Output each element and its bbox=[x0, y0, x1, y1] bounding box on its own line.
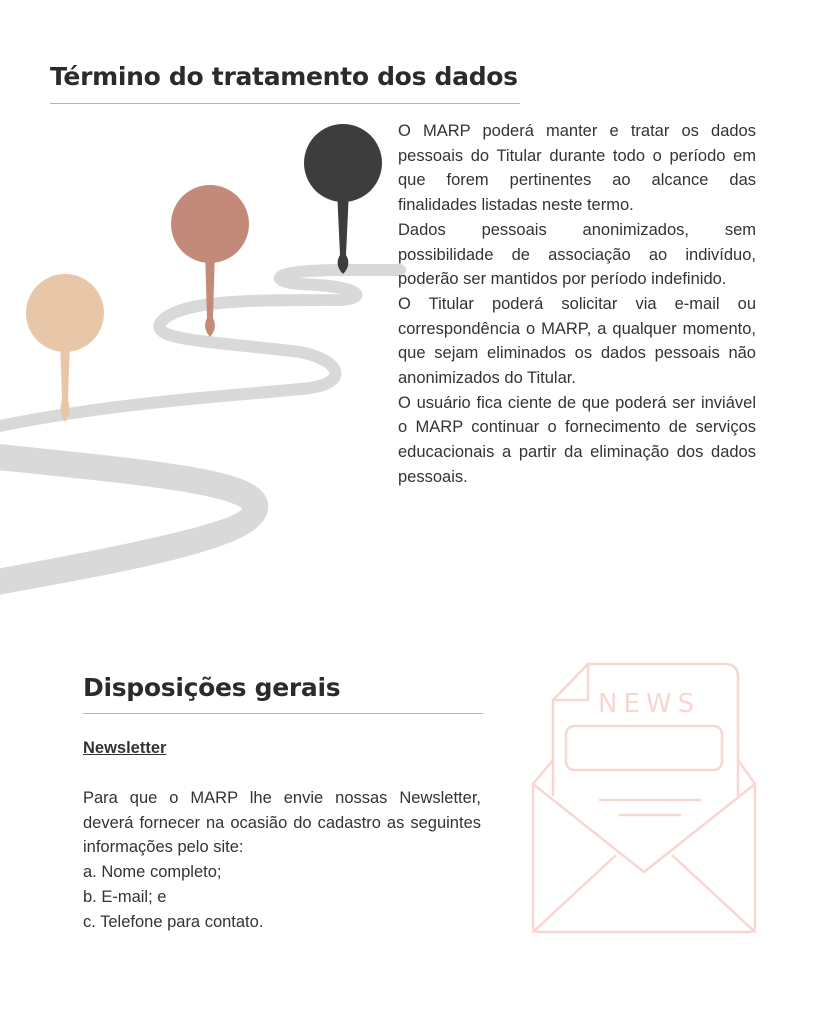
winding-road-lower bbox=[0, 455, 255, 585]
news-icon-label: NEWS bbox=[598, 689, 701, 719]
section-title-disposicoes: Disposições gerais bbox=[83, 673, 341, 702]
paragraph-2: Dados pessoais anonimizados, sem possibilidade de associação ao indivíduo, poderão ser mantidos por período indefinido. bbox=[398, 220, 756, 289]
title-divider bbox=[83, 713, 483, 714]
newsletter-paragraph: Para que o MARP lhe envie nossas Newsletter, deverá fornecer na ocasião do cadastro as seguintes informações pelo site: bbox=[83, 789, 481, 857]
paragraph-1: O MARP poderá manter e tratar os dados pessoais do Titular durante todo o período em que forem pertinentes ao alcance das finalidades listadas neste termo. bbox=[398, 122, 756, 215]
section-body-termino bbox=[398, 119, 756, 490]
list-item: a. Nome completo; bbox=[83, 863, 222, 881]
list-item: b. E-mail; e bbox=[83, 888, 167, 906]
newsletter-envelope-icon bbox=[533, 664, 755, 932]
list-item: c. Telefone para contato. bbox=[83, 913, 264, 931]
section-title-termino: Término do tratamento dos dados bbox=[50, 62, 518, 91]
title-divider bbox=[50, 103, 520, 104]
newsletter-subtitle: Newsletter bbox=[83, 739, 167, 757]
map-pin-beige bbox=[26, 274, 104, 422]
paragraph-3: O Titular poderá solicitar via e-mail ou correspondência o MARP, a qualquer momento, que sejam eliminados os dados pessoais não anonimizados do Titular. bbox=[398, 294, 756, 388]
paragraph-4: O usuário fica ciente de que poderá ser inviável o MARP continuar o fornecimento de serviços educacionais a partir da eliminação dos dados pessoais. bbox=[398, 393, 756, 486]
map-pin-dark bbox=[304, 124, 382, 274]
